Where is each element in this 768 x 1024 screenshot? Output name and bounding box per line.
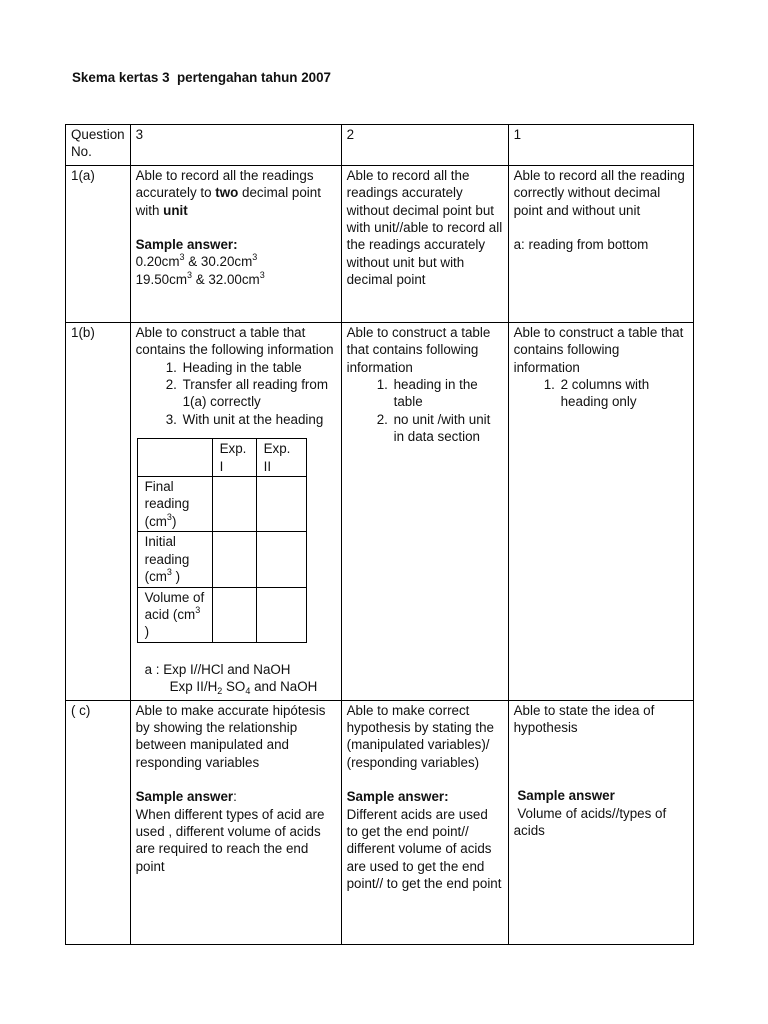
header-row — [66, 125, 694, 166]
question-label-1b: 1(b) — [66, 322, 131, 700]
document-title: Skema kertas 3 pertengahan tahun 2007 — [72, 70, 331, 85]
cell-1a-score-3 — [130, 165, 341, 322]
inner-row-initial-reading: Initial reading ($cm^3$ ) — [137, 532, 212, 587]
cell-1b-score-3 — [130, 322, 341, 700]
inner-row-volume-acid: Volume of acid ($cm^3$ ) — [137, 587, 212, 642]
inner-header-exp2: Exp. II — [256, 439, 306, 477]
criteria-list-1b-3 — [136, 359, 336, 429]
inner-cell — [212, 477, 256, 532]
criteria-1a-1: Able to record all the reading correctly without decimal point and without unit — [513, 167, 685, 218]
cell-1a-score-2: Able to record all the readings accurately without decimal point but with unit//able to record all the readings accurately without unit but with decimal point — [341, 165, 508, 322]
note-1b-3-line-2: Exp $II/H_2$ $SO_4$ and NaOH — [169, 679, 318, 697]
marking-scheme-table — [65, 124, 694, 945]
inner-row-final-reading: Final reading $(cm^3)$ — [137, 477, 212, 532]
criteria-1a-3: Able to record all the readings accurately to two decimal point with unit — [135, 167, 321, 218]
criteria-c-1: Able to state the idea of hypothesis — [513, 702, 655, 735]
note-1b-3-line-1: a : Exp I//HCl and NaOH — [144, 661, 291, 677]
sample-readings-line-2: $19.50cm^3$ & $32.00cm^3$ — [135, 269, 265, 287]
cell-1b-score-2 — [341, 322, 508, 700]
header-score-3: 3 — [130, 125, 341, 166]
sample-readings-line-1: $0.20cm^3$ & $30.20cm^3$ — [135, 252, 258, 270]
inner-cell — [256, 587, 306, 642]
cell-1a-score-1 — [508, 165, 693, 322]
sample-answer-label: Sample answer: — [135, 237, 238, 253]
header-score-1: 1 — [508, 125, 693, 166]
list-item: 1. heading in the table — [392, 376, 503, 411]
criteria-list-1b-2 — [347, 376, 503, 446]
inner-cell — [212, 587, 256, 642]
list-item: 1. Heading in the table — [181, 359, 336, 376]
inner-header-exp1: Exp. I — [212, 439, 256, 477]
sample-answer-label: Sample answer — [513, 788, 615, 804]
sample-answer-c-1: Volume of acids//types of acids — [513, 805, 670, 839]
inner-cell — [212, 532, 256, 587]
header-question-no: Question No. — [66, 125, 131, 166]
sample-answer-c-3: When different types of acid are used , different volume of acids are required to reach the end point — [135, 806, 325, 874]
criteria-c-2: Able to make correct hypothesis by stating the (manipulated variables)/ (responding variables) — [346, 702, 494, 770]
list-item: 2. Transfer all reading from 1(a) correctly — [181, 376, 336, 411]
cell-c-score-3 — [130, 700, 341, 944]
cell-c-score-1 — [508, 700, 693, 944]
cell-c-score-2 — [341, 700, 508, 944]
list-item: 1. 2 columns with heading only — [559, 376, 688, 411]
question-label-1a: 1(a) — [66, 165, 131, 322]
criteria-1b-1: Able to construct a table that contains following information — [513, 324, 684, 375]
inner-cell — [256, 532, 306, 587]
row-1b — [66, 322, 694, 700]
header-score-2: 2 — [341, 125, 508, 166]
criteria-1b-2: Able to construct a table that contains following information — [346, 324, 491, 375]
criteria-c-3: Able to make accurate hipótesis by showing the relationship between manipulated and responding variables — [135, 702, 326, 770]
row-1a — [66, 165, 694, 322]
note-1a-1: a: reading from bottom — [513, 237, 649, 253]
criteria-1b-3: Able to construct a table that contains the following information — [135, 324, 334, 358]
sample-answer-c-2: Different acids are used to get the end point// different volume of acids are used to get the end point// to get the end point — [346, 806, 502, 892]
list-item: 2. no unit /with unit in data section — [392, 411, 503, 446]
inner-cell — [256, 477, 306, 532]
cell-1b-score-1 — [508, 322, 693, 700]
sample-answer-label: Sample answer: — [346, 789, 449, 805]
sample-answer-label: Sample answer: — [135, 789, 237, 805]
inner-corner-cell — [137, 439, 212, 477]
criteria-list-1b-1 — [514, 376, 688, 411]
sample-data-table — [137, 438, 307, 642]
row-c — [66, 700, 694, 944]
list-item: 3. With unit at the heading — [181, 411, 336, 428]
question-label-c: ( c) — [66, 700, 131, 944]
